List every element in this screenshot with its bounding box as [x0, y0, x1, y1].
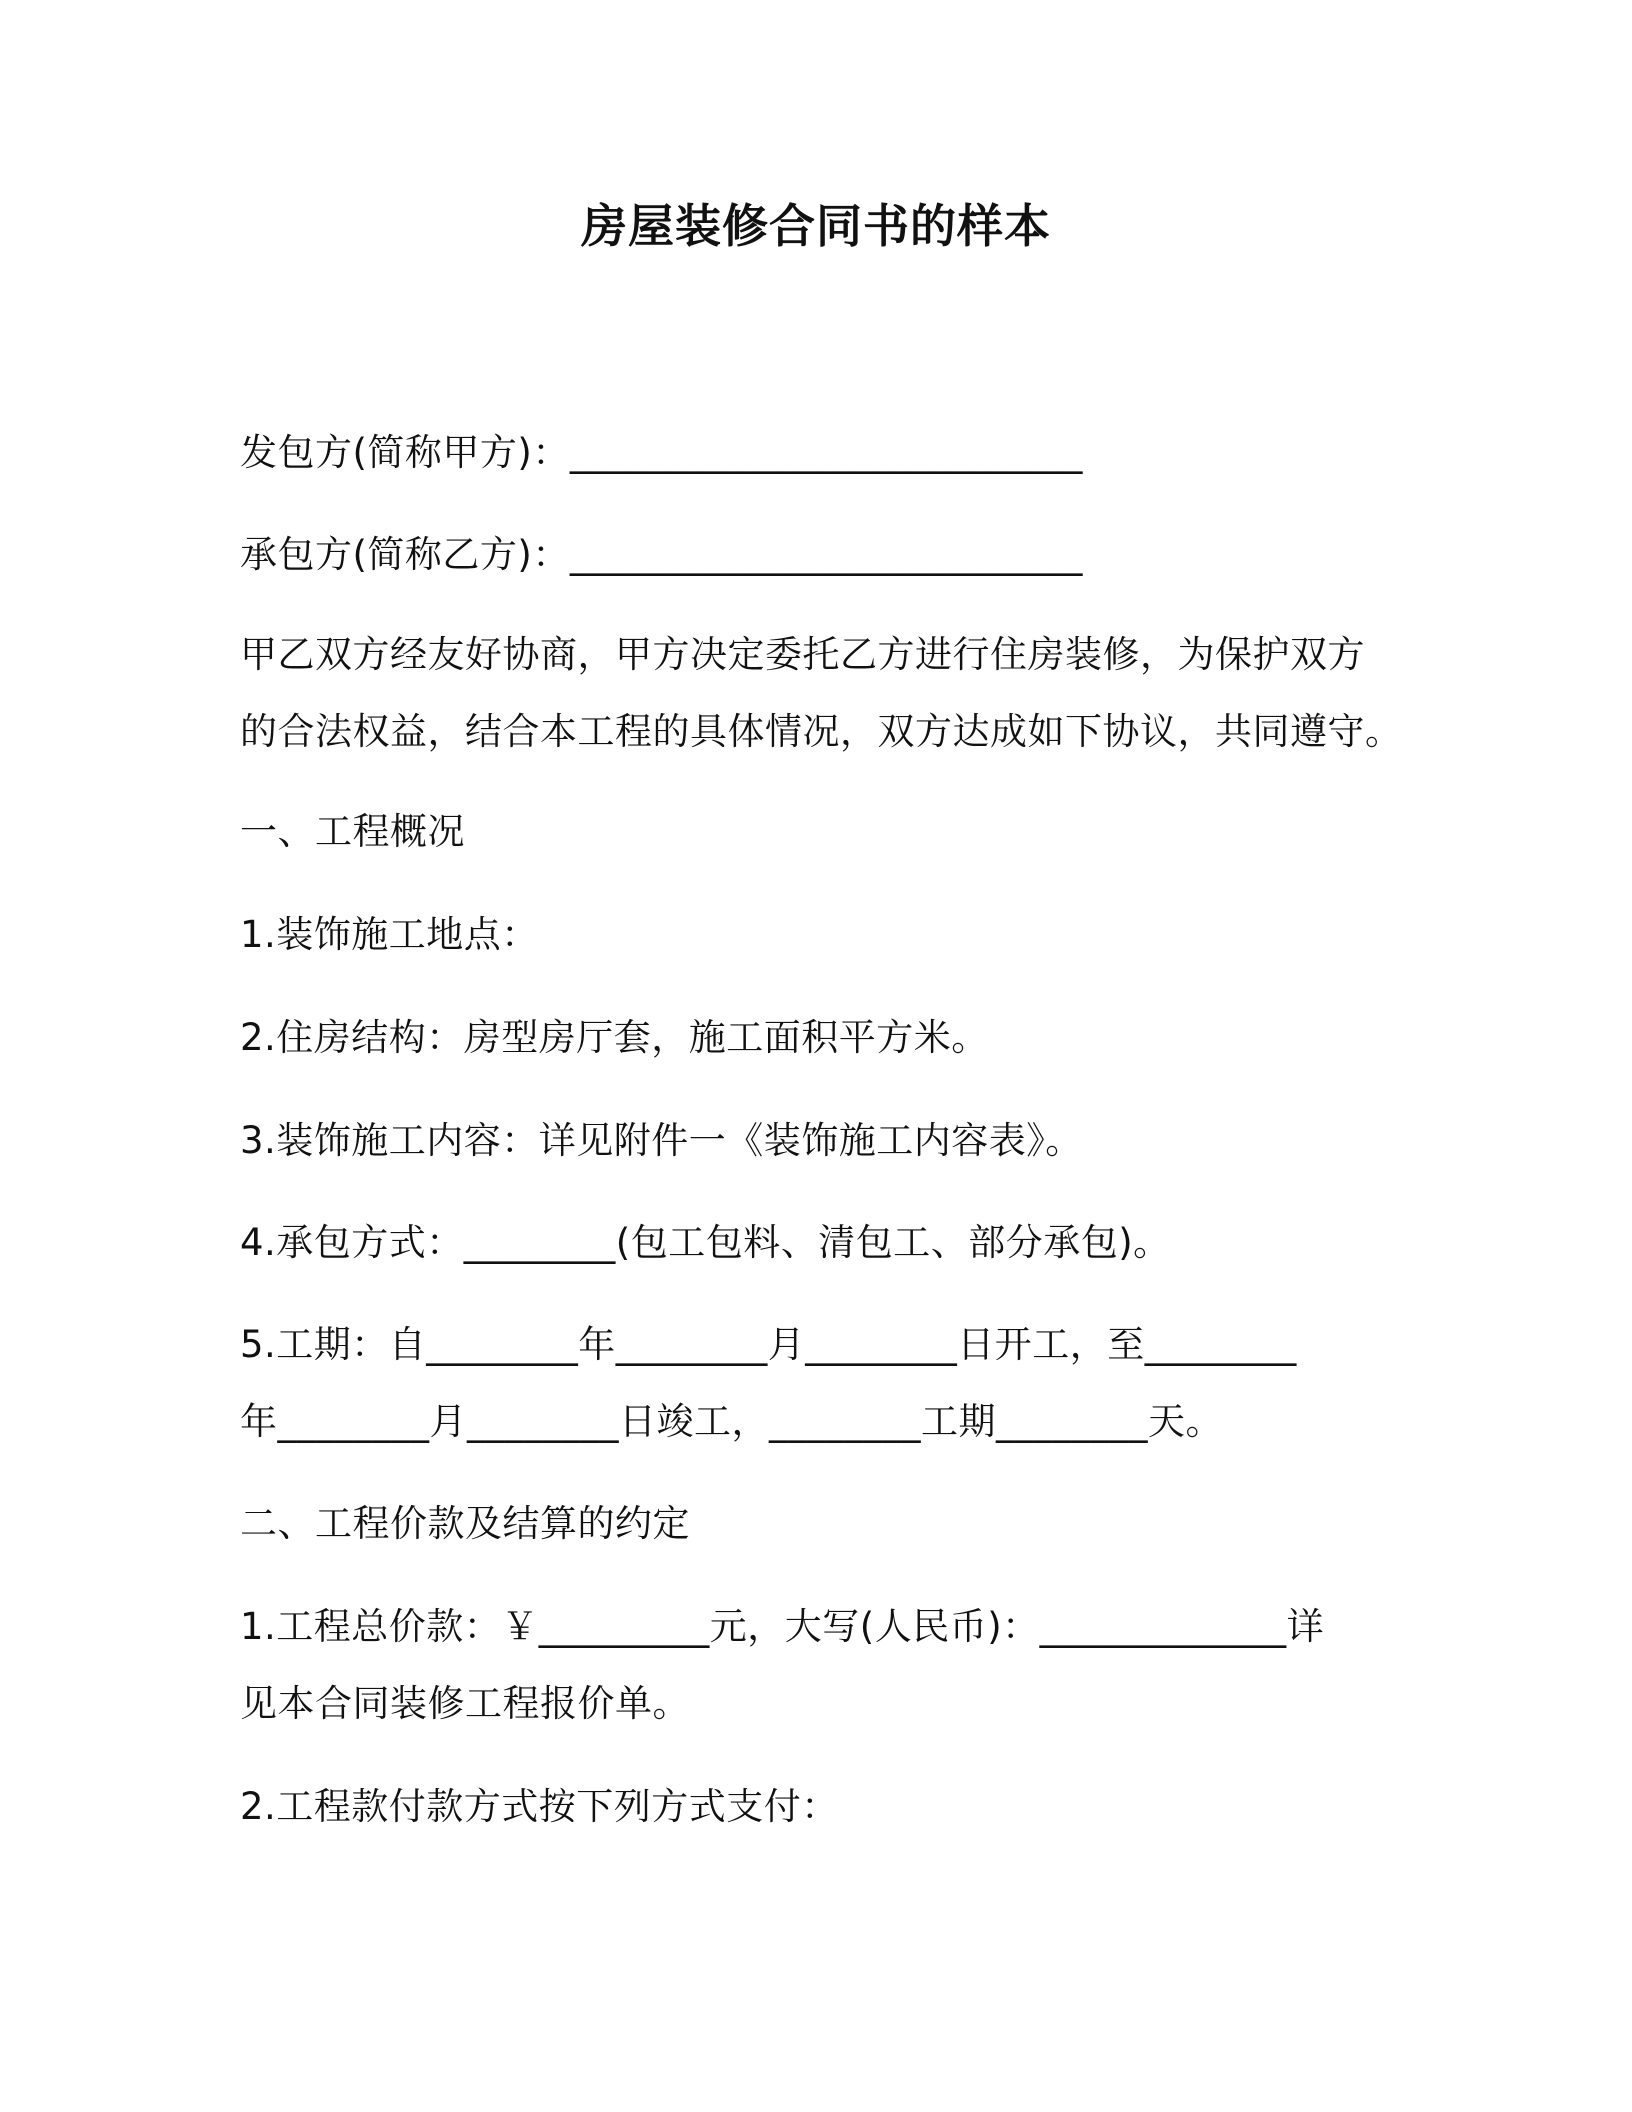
clause-1-4: 4.承包方式：________(包工包料、清包工、部分承包)。: [240, 1221, 1171, 1264]
party-b-line: 承包方(简称乙方)：___________________________: [240, 533, 1083, 576]
intro-paragraph-line-2: 的合法权益，结合本工程的具体情况，双方达成如下协议，共同遵守。: [240, 710, 1403, 753]
clause-1-5-line-2: 年________月________日竣工，________工期________天。: [240, 1400, 1223, 1443]
document-title: 房屋装修合同书的样本: [581, 199, 1051, 253]
section-heading-2: 二、工程价款及结算的约定: [240, 1502, 690, 1545]
clause-2-1-line-2: 见本合同装修工程报价单。: [240, 1682, 690, 1725]
clause-2-1-line-1: 1.工程总价款：￥_________元，大写(人民币)：_____________详: [240, 1605, 1325, 1648]
clause-1-2: 2.住房结构：房型房厅套，施工面积平方米。: [240, 1016, 989, 1059]
clause-1-5-line-1: 5.工期：自________年________月________日开工，至________: [240, 1323, 1297, 1366]
clause-1-3: 3.装饰施工内容：详见附件一《装饰施工内容表》。: [240, 1119, 1083, 1162]
clause-1-1: 1.装饰施工地点：: [240, 913, 539, 956]
intro-paragraph-line-1: 甲乙双方经友好协商，甲方决定委托乙方进行住房装修，为保护双方: [240, 633, 1365, 676]
clause-2-2: 2.工程款付款方式按下列方式支付：: [240, 1785, 839, 1828]
party-a-line: 发包方(简称甲方)：___________________________: [240, 431, 1083, 474]
section-heading-1: 一、工程概况: [240, 810, 465, 853]
